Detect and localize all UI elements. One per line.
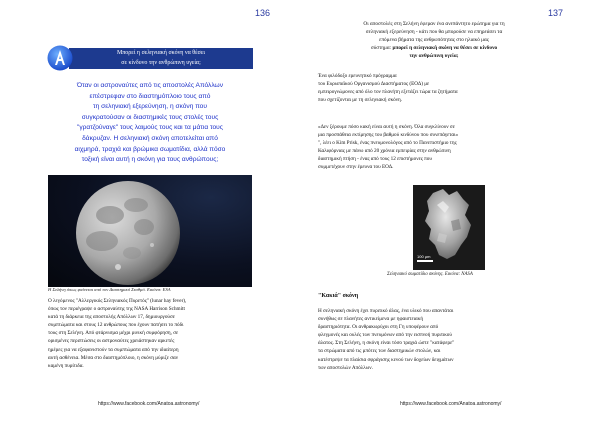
text-line: φλεγμονές και ουλές των πνευμόνων από την εισπνοή πυριτικού bbox=[318, 332, 452, 339]
body-line: τους στη Σελήνη. Από φτάρνισμα μέχρι ρινική συμφόρηση, σε bbox=[48, 330, 179, 337]
banner-line-1: Μπορεί η σεληνιακή σκόνη να θέσει bbox=[116, 50, 206, 56]
text-line: των αποστολών Απόλλων. bbox=[318, 364, 373, 371]
text-line: Καλιφόρνιας με πάνω από 20 χρόνια εμπειρίας στην ανθρώπινη bbox=[318, 148, 451, 155]
text-line: συνήθως σε πλανήτες αντικείμενα με ηφαιστειακή bbox=[318, 316, 424, 323]
text-line: Οι αποστολές στη Σελήνη έφεραν ένα ανεπάντητο ερώτημα για τη bbox=[363, 21, 505, 27]
intro-line: συγκρατούσαν οι διαστημικές τους στολές τους bbox=[81, 113, 219, 121]
intro-line: δάκρυζαν. Η σεληνιακή σκόνη αποτελείται από bbox=[82, 134, 218, 142]
intro-paragraph-right bbox=[328, 20, 540, 60]
dust-photo-caption: Σεληνιακό σωματίδιο σκόνης. Εικόνα: NASA bbox=[387, 272, 473, 277]
text-line: σεληνιακή εξερεύνηση - κάτι που θα μπορούσε να επηρεάσει τα bbox=[365, 29, 503, 36]
text-line: «Δεν ξέρουμε πόσο κακή είναι αυτή η σκόνη. Όλα συγκλίνουν σε bbox=[318, 124, 455, 130]
body-line: Ο λεγόμενος "Αλλεργικός Σεληνιακός Πυρετός" (lunar hay fever), bbox=[48, 298, 187, 304]
intro-line: Όταν οι αστροναύτες από τις αποστολές Απόλλων bbox=[76, 82, 223, 89]
intro-paragraph bbox=[48, 81, 252, 166]
body-line: κατά τη διάρκεια της αποστολής Απόλλων 17, δημιουργούσε bbox=[48, 314, 175, 321]
bold-question: την ανθρώπινη υγεία; bbox=[409, 53, 459, 60]
text-line: τα στρώματα από τις μπότες των διαστημικών στολών, και bbox=[318, 348, 441, 355]
quote-paragraph bbox=[318, 123, 544, 172]
moon-photo-caption: Η Σελήνη όπως φαίνεται από τον Διαστημικό Σταθμό. Εικόνα: ESA bbox=[48, 287, 171, 292]
body-paragraph-left bbox=[48, 297, 252, 370]
bold-question: μπορεί η σεληνιακή σκόνη να θέσει σε κίνδυνο bbox=[392, 45, 498, 52]
body-line: ημέρες για να εξαφανιστούν τα συμπτώματα από την ιδιαίτερη bbox=[48, 346, 179, 353]
banner-line-2: σε κίνδυνο την ανθρώπινη υγεία; bbox=[121, 60, 201, 66]
text-line: του Ευρωπαϊκού Οργανισμού Διαστήματος (ΕΟΔ) με bbox=[318, 81, 430, 88]
footer-link-right[interactable]: https://www.facebook.com/Anatoa.astronomy/ bbox=[400, 401, 502, 407]
page-number-right: 137 bbox=[548, 8, 564, 18]
intro-line: επέστρεφαν στο διαστημόπλοιο τους από bbox=[89, 92, 211, 100]
body-line: όπως τον περιέγραψε ο αστροναύτης της NASA Harrison Schmitt bbox=[48, 306, 185, 313]
dust-particle-photo bbox=[413, 185, 485, 270]
intro-line: αιχμηρά, τραχιά και βρώμικα σωματίδια, αλλά πόσο bbox=[74, 145, 226, 153]
text-line: κατέστρεψε τα πλαίσια σφράγισης κενού των δοχείων δειγμάτων bbox=[318, 356, 454, 363]
intro-line: τοξική είναι αυτή η σκόνη για τους ανθρώπους; bbox=[81, 156, 219, 164]
text-line: μια προσπάθεια εκτίμησης του βαθμού κινδύνου που συνεπάγεται» bbox=[318, 132, 459, 139]
text-line: άλατος. Στη Σελήνη, η σκόνη είναι τόσο τραχιά ώστε "κατάφερε" bbox=[318, 340, 455, 347]
text-line: συμμετέχουν στην έρευνα του ΕΟΔ. bbox=[318, 164, 394, 171]
text-line: σύστημα: bbox=[370, 45, 393, 52]
text-line: ", λέει ο Kim Prisk, ένας πνευμονολόγος από το Πανεπιστήμιο της bbox=[318, 140, 457, 147]
body-line: καμένη πυρίτιδα. bbox=[48, 362, 84, 369]
body-line: συμπτώματα και στους 12 ανθρώπους που έχουν πατήσει το πόδι bbox=[48, 322, 184, 329]
footer-link-left[interactable]: https://www.facebook.com/Anatoa.astronomy/ bbox=[98, 401, 200, 407]
text-line: Η σεληνιακή σκόνη έχει πυριτικό άλας, ένα υλικό που απαντάται bbox=[318, 308, 454, 314]
moon-photo bbox=[48, 175, 252, 287]
esa-paragraph bbox=[318, 72, 544, 104]
text-line: επόμενα βήματα της ανθρωπότητας στο ηλιακό μας bbox=[379, 37, 489, 44]
page-number-left: 136 bbox=[255, 8, 271, 18]
text-line: που σχετίζονται με τη σεληνιακή σκόνη. bbox=[318, 97, 403, 104]
text-line: δραστηριότητα. Οι ανθρακωρύχοι στη Γη υποφέρουν από bbox=[318, 324, 439, 331]
body-line: ορισμένες περιπτώσεις οι αστροναύτες χρειάστηκαν αρκετές bbox=[48, 338, 175, 345]
banner-title-box bbox=[69, 48, 253, 69]
body-line: αυτή ασθένεια. Μέσα στο διαστημόπλοιο, η σκόνη μύριζε σαν bbox=[48, 354, 179, 361]
article-banner bbox=[47, 45, 253, 71]
intro-line: "γρατζούναγε" τους λαιμούς τους και τα μάτια τους bbox=[77, 124, 223, 132]
text-line: Ένα φιλόδοξο ερευνητικό πρόγραμμα bbox=[318, 73, 397, 79]
astronomy-logo-icon bbox=[47, 45, 73, 71]
intro-line: τη σεληνιακή εξερεύνηση, η σκόνη που bbox=[93, 103, 207, 111]
scale-bar-label: 100 μm bbox=[417, 254, 431, 259]
text-line: εμπειρογνώμονες από όλο τον πλανήτη εξετάζει τώρα τα ζητήματα bbox=[318, 89, 458, 96]
section-title: "Κακιά" σκόνη bbox=[318, 293, 359, 299]
text-line: διαστημική πτήση - ένας από τους 12 επιστήμονες που bbox=[318, 156, 432, 163]
right-page bbox=[300, 0, 600, 424]
section-body-paragraph bbox=[318, 307, 544, 372]
